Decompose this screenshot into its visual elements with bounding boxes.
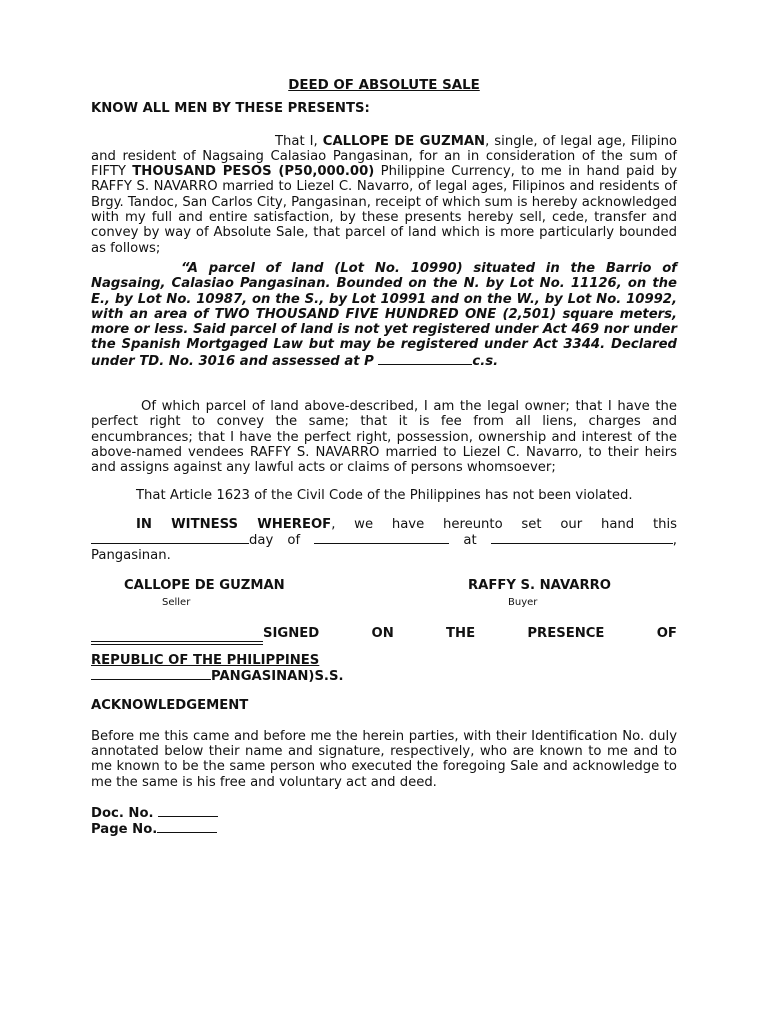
sale-amount: THOUSAND PESOS (P50,000.00) (132, 164, 375, 180)
on-word: ON (371, 626, 394, 642)
day-blank (91, 532, 249, 544)
deed-document (91, 78, 677, 837)
witness-paragraph (91, 517, 677, 564)
place-blank (491, 532, 673, 544)
sale-text-2: , single, of legal age, Filipino and resident of Nagsaing Calasiao Pangasinan, for an in consideration of the sum of FIFTY (91, 133, 678, 180)
sale-paragraph (91, 134, 677, 256)
witness-blank (91, 630, 263, 642)
signature-row (91, 578, 677, 618)
seller-signature-name: CALLOPE DE GUZMAN (124, 578, 285, 594)
land-description-end: c.s. (472, 353, 499, 369)
witness-text-2: day of (249, 532, 315, 548)
witness-text-4: , Pangasinan. (91, 532, 677, 564)
seller-role-label: Seller (162, 597, 191, 609)
assessed-value-blank (378, 353, 472, 365)
seller-name-bold: CALLOPE DE GUZMAN (322, 133, 486, 149)
signed-first-word (91, 626, 319, 641)
witness-text-1: , we have hereunto set our hand this (331, 516, 678, 532)
sale-text-1: That I, (275, 133, 323, 149)
the-word: THE (446, 626, 476, 642)
buyer-signature-name: RAFFY S. NAVARRO (468, 578, 612, 594)
preamble-heading: KNOW ALL MEN BY THESE PRESENTS: (91, 101, 370, 117)
land-description (91, 261, 677, 369)
sale-text-3: Philippine Currency, to me in hand paid by RAFFY S. NAVARRO married to Liezel C. Navarro, of legal ages, Filipinos and residents of Brgy. Tandoc, San Carlos City, Pangasinan, receipt of which sum is hereby acknowledged with my full and entire satisfaction, by these presents hereby sell, cede, transfer and convey by way of Absolute Sale, that parcel of land which is more particularly bounded as follows; (91, 164, 678, 256)
doc-no-label: Doc. No. (91, 805, 159, 821)
civil-code-paragraph: That Article 1623 of the Civil Code of the Philippines has not been violated. (136, 487, 633, 503)
signed-underline (91, 643, 263, 645)
acknowledgement-heading: ACKNOWLEDGEMENT (91, 698, 249, 714)
venue-blank (91, 668, 211, 680)
province-line (91, 668, 677, 684)
presence-word: PRESENCE (527, 626, 605, 642)
doc-no-blank (158, 805, 218, 817)
witness-whereof-bold: IN WITNESS WHEREOF (136, 516, 332, 532)
docket-block (91, 805, 677, 838)
buyer-role-label: Buyer (508, 597, 538, 609)
land-description-text: “A parcel of land (Lot No. 10990) situated in the Barrio of Nagsaing, Calasiao Pangasinan. Bounded on the N. by Lot No. 11126, on the E., by Lot No. 10987, on the S., by Lot 10991 and on the W., by Lot No. 10992, with an area of TWO THOUSAND FIVE HUNDRED ONE (2,501) square meters, more or less. Said parcel of land is not yet registered under Act 469 nor under the Spanish Mortgaged Law but may be registered under Act 3344. Declared under TD. No. 3016 and assessed at P (91, 260, 677, 369)
page-no-label: Page No. (91, 822, 158, 838)
signed-presence-line (91, 626, 677, 641)
province-text: PANGASINAN)S.S. (211, 669, 344, 685)
month-blank (314, 532, 449, 544)
signed-word: SIGNED (263, 626, 320, 642)
witness-text-3: at (449, 532, 491, 548)
ownership-paragraph: Of which parcel of land above-described, I am the legal owner; that I have the perfect right to convey the same; that it is fee from all liens, charges and encumbrances; that I have the perfect right, possession, ownership and interest of the above-named vendees RAFFY S. NAVARRO married to Liezel C. Navarro, to their heirs and assigns against any lawful acts or claims of persons whomsoever; (91, 399, 677, 476)
of-word: OF (656, 626, 677, 642)
page-no-line (91, 821, 677, 837)
venue-block (91, 653, 677, 685)
doc-no-line (91, 805, 677, 821)
republic-line: REPUBLIC OF THE PHILIPPINES (91, 652, 320, 668)
page-no-blank (157, 821, 217, 833)
acknowledgement-paragraph: Before me this came and before me the herein parties, with their Identification No. duly annotated below their name and signature, respectively, who are known to me and to me known to be the same person who executed the foregoing Sale and acknowledge to me the same is his free and voluntary act and deed. (91, 728, 677, 790)
document-title: DEED OF ABSOLUTE SALE (288, 78, 480, 93)
